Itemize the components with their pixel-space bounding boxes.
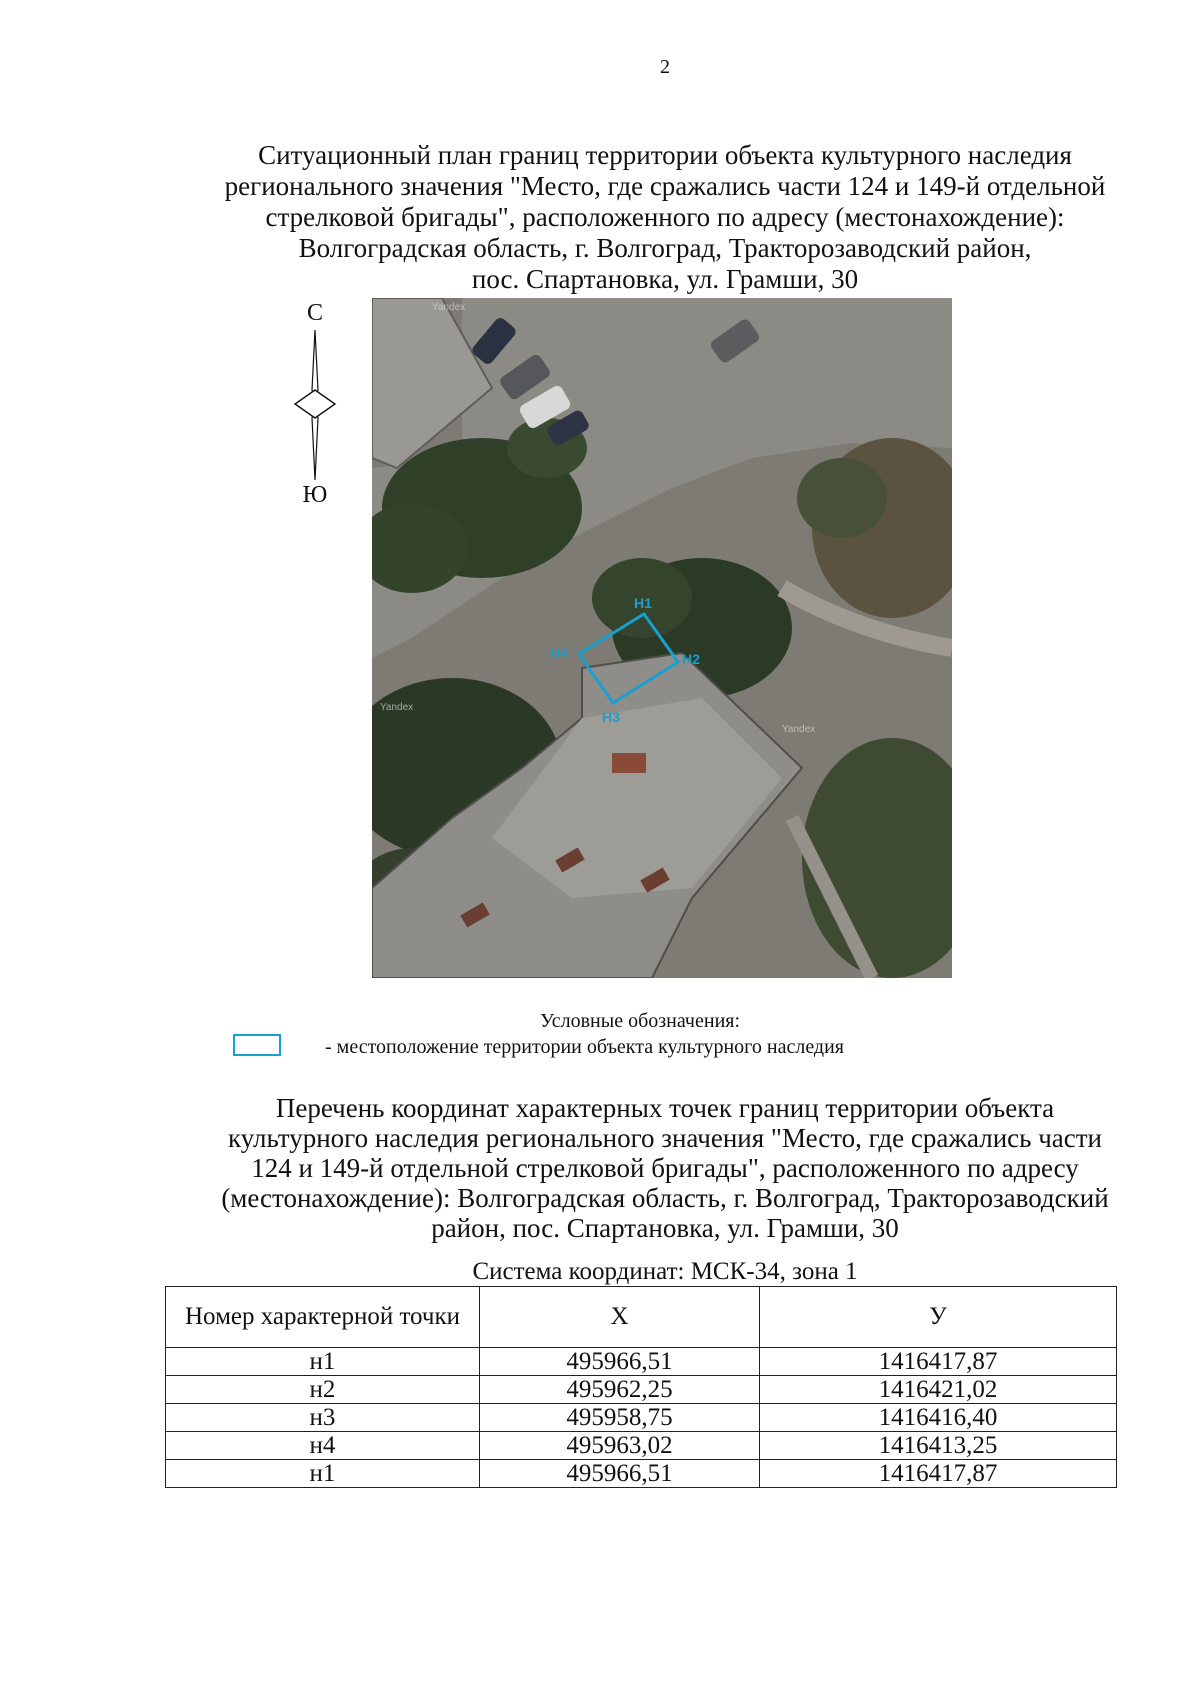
coordinates-title-line: (местонахождение): Волгоградская область, г. Волгоград, Тракторозаводский [221,1183,1109,1213]
north-arrow [290,300,340,510]
map-watermark: Yandex [380,702,414,713]
table-row [166,1432,1117,1460]
table-row [166,1460,1117,1488]
plan-title-line: стрелковой бригады", расположенного по адресу (местонахождение): [265,202,1065,232]
point-cell: н1 [166,1460,480,1488]
table-row [166,1376,1117,1404]
plan-title [150,140,1180,295]
coordinates-table [165,1286,1117,1488]
coordinates-title-line: культурного наследия регионального значения "Место, где сражались части [227,1123,1102,1153]
legend-item: - местоположение территории объекта культурного наследия [325,1036,845,1058]
plan-title-line: Волгоградская область, г. Волгоград, Тракторозаводский район, [298,233,1032,263]
point-label-h3: Н3 [602,709,620,725]
point-label-h1: Н1 [634,595,652,611]
header-y: У [760,1287,1117,1348]
coordinates-title [150,1093,1180,1243]
header-x: X [480,1287,760,1348]
x-cell: 495963,02 [480,1432,760,1460]
coordinates-title-line: Перечень координат характерных точек границ территории объекта [275,1093,1055,1123]
north-label: С [306,300,323,326]
map-watermark: Yandex [432,302,466,313]
legend-title: Условные обозначения: [540,1010,741,1032]
map-watermark: Yandex [782,724,816,735]
y-cell: 1416413,25 [760,1432,1117,1460]
point-cell: н3 [166,1404,480,1432]
point-label-h4: Н4 [550,645,568,661]
south-label: Ю [302,482,328,508]
coordinates-title-line: район, пос. Спартановка, ул. Грамши, 30 [431,1213,899,1243]
coordinate-system: Система координат: МСК-34, зона 1 [472,1258,858,1285]
y-cell: 1416417,87 [760,1460,1117,1488]
compass-rose-icon [290,330,340,480]
header-point-number: Номер характерной точки [166,1287,480,1348]
point-cell: н1 [166,1348,480,1376]
coordinates-title-line: 124 и 149-й отдельной стрелковой бригады", расположенного по адресу [251,1153,1079,1183]
x-cell: 495966,51 [480,1348,760,1376]
plan-title-line: пос. Спартановка, ул. Грамши, 30 [471,264,859,294]
x-cell: 495966,51 [480,1460,760,1488]
x-cell: 495958,75 [480,1404,760,1432]
table-row [166,1404,1117,1432]
table-header-row [166,1287,1117,1348]
plan-title-line: Ситуационный план границ территории объекта культурного наследия [258,140,1072,170]
page-number: 2 [660,56,670,78]
point-cell: н4 [166,1432,480,1460]
y-cell: 1416421,02 [760,1376,1117,1404]
plan-title-line: регионального значения "Место, где сражались части 124 и 149-й отдельной [224,171,1106,201]
y-cell: 1416417,87 [760,1348,1117,1376]
point-label-h2: Н2 [682,651,700,667]
x-cell: 495962,25 [480,1376,760,1404]
point-cell: н2 [166,1376,480,1404]
satellite-map [372,298,952,978]
table-row [166,1348,1117,1376]
legend-swatch [233,1034,281,1056]
y-cell: 1416416,40 [760,1404,1117,1432]
